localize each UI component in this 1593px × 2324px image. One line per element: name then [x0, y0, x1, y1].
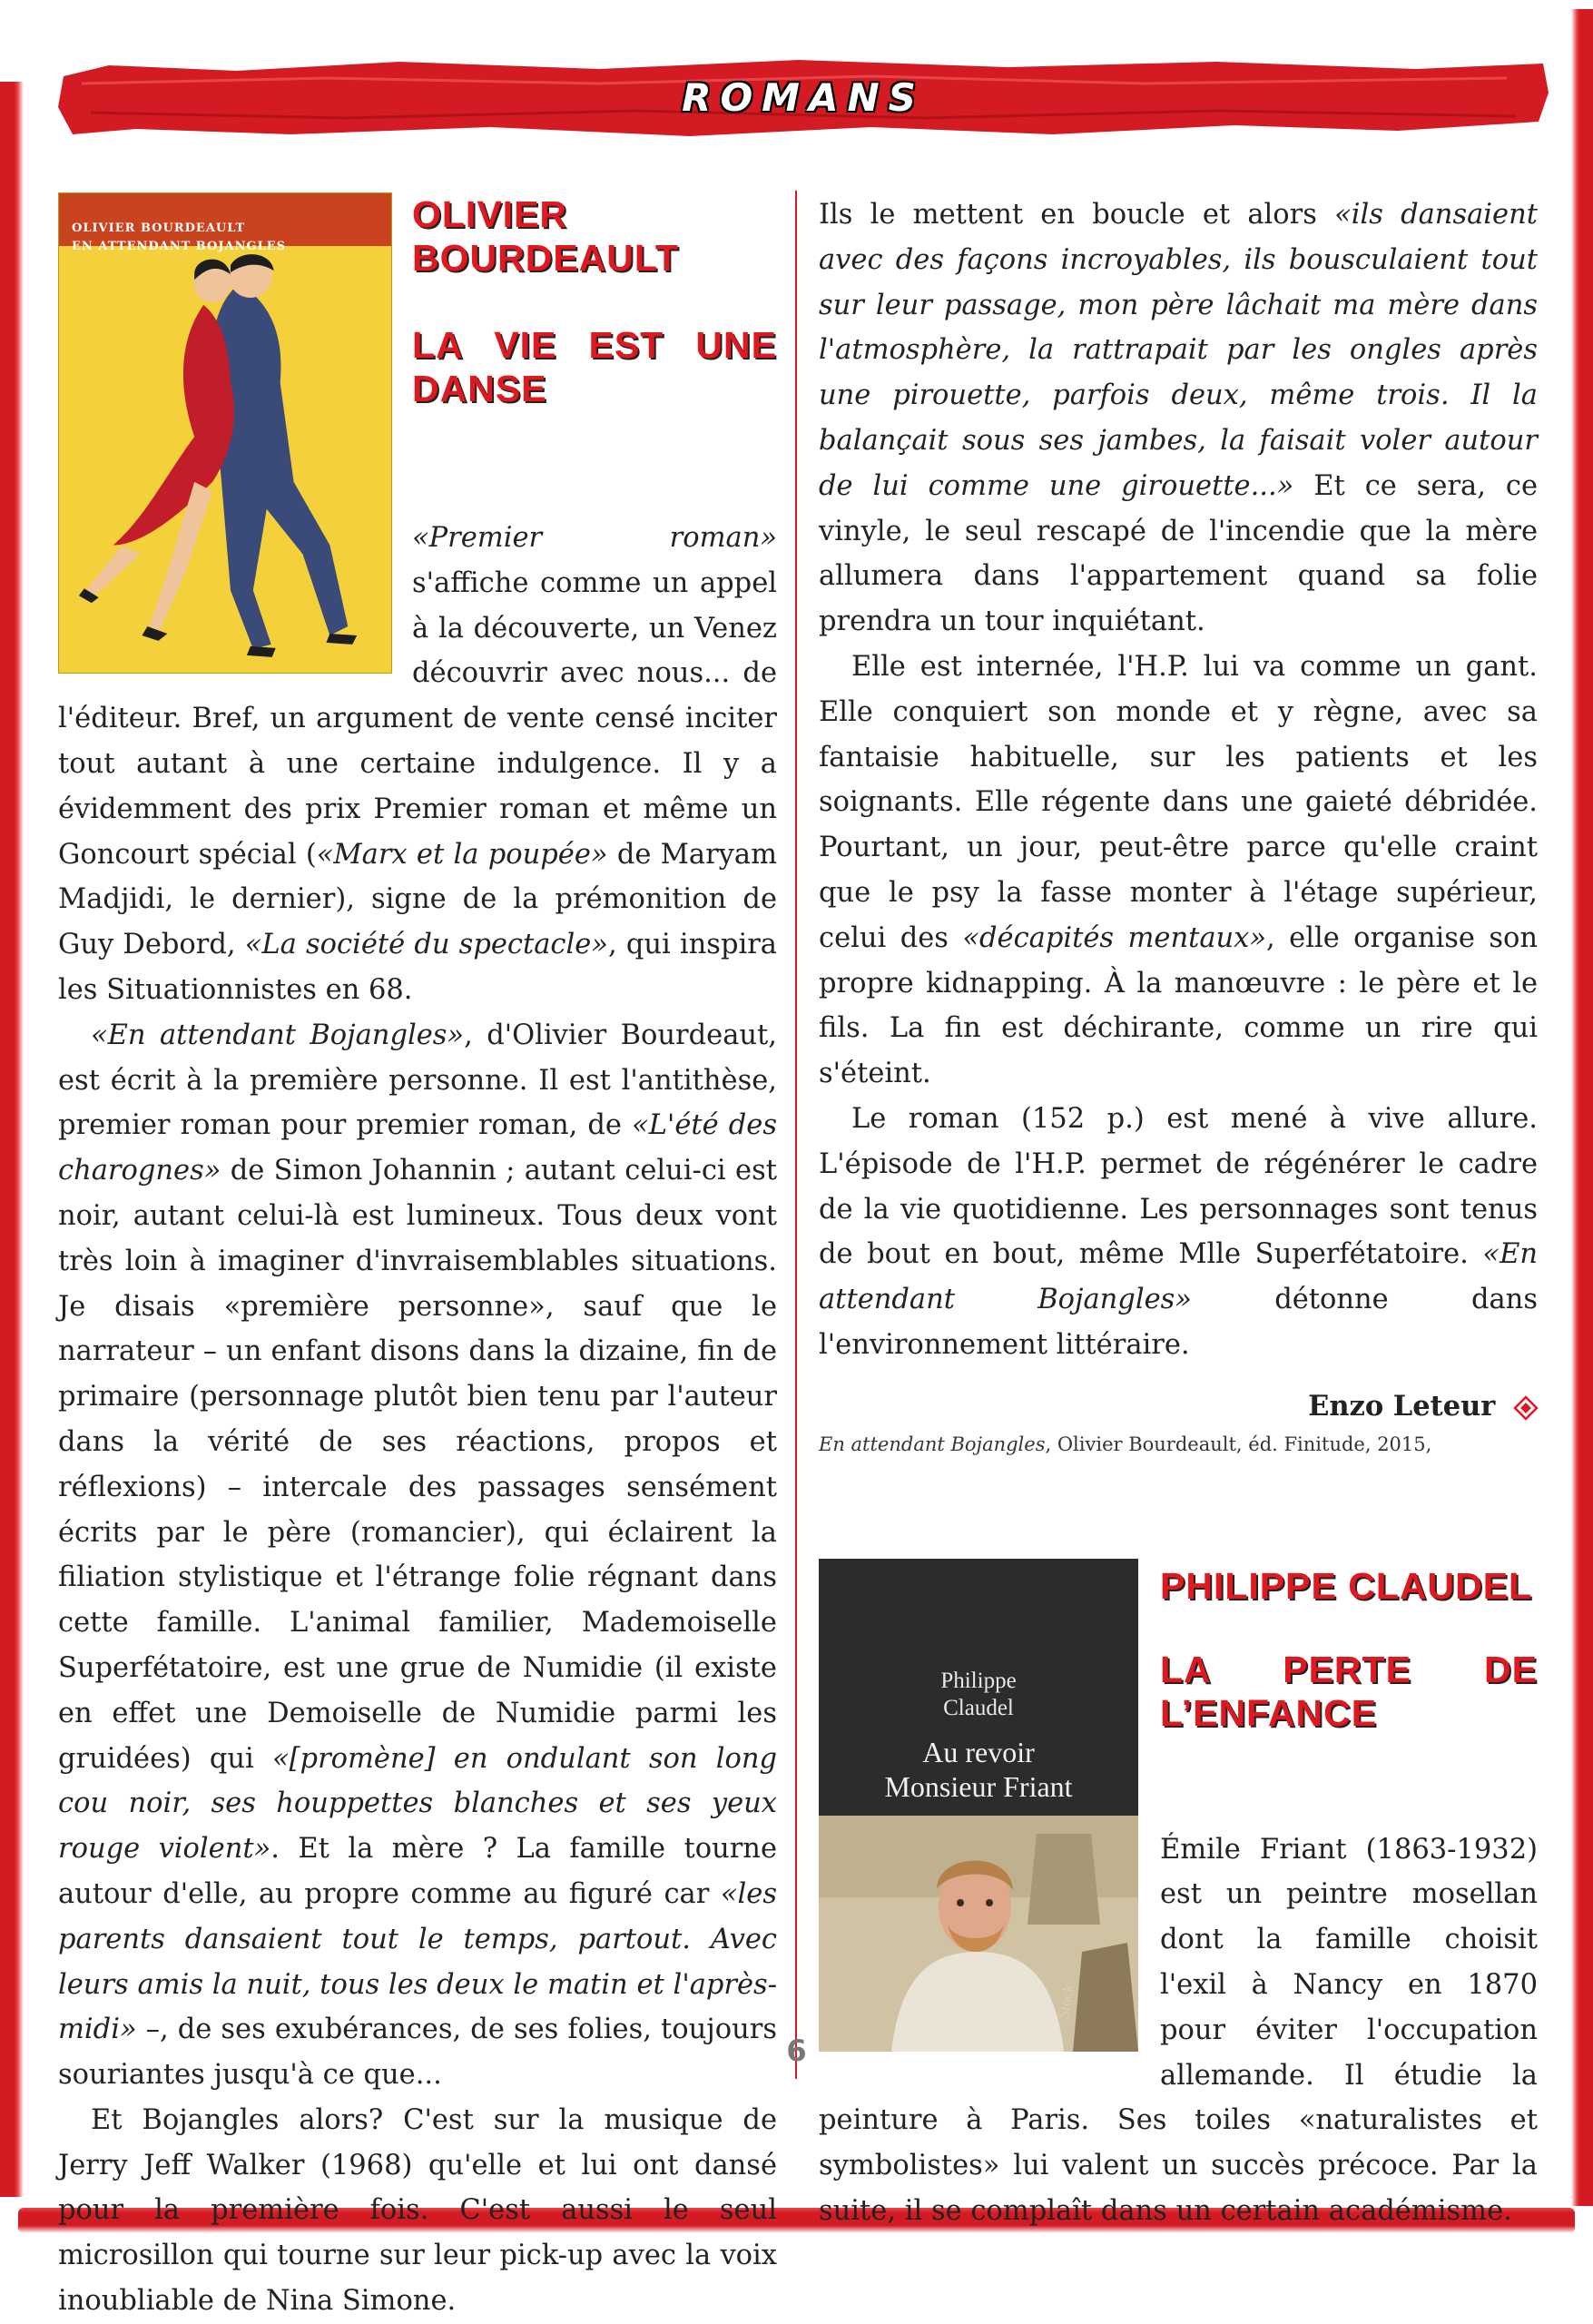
self-portrait-illustration: [819, 1816, 1138, 2052]
quote-run: «Premier roman»: [412, 522, 777, 554]
quote-run: «Marx et la poupée»: [316, 838, 608, 871]
article2-author-heading: PHILIPPE CLAUDEL: [1160, 1564, 1533, 1607]
portrait-painting: [819, 1816, 1138, 2052]
text-run: Et Bojangles alors? C'est sur la musique de Jerry Jeff Walker (1968) qu'elle et lui ont dansé pour la première fois. C'est aussi le seul microsillon qui tourne sur leur pick-up avec la voix inoubliable de Nina Simone.: [58, 2103, 777, 2318]
book-cover-friant: [819, 1559, 1138, 2052]
right-red-border: [1571, 9, 1593, 2206]
text-run: , Olivier Bourdeault, éd. Finitude, 2015,: [1045, 1433, 1432, 1455]
text-run: de Simon Johannin ; autant celui-ci est noir, autant celui-là est lumineux. Tous deux vont très loin à imaginer d'invraisemblables situations. Je disais «première personne», sauf que le narrateur – un enfant disons dans la dizaine, fin de primaire (personnage plutôt bien tenu par l'auteur dans la vérité de ses réactions, propos et réflexions) – intercale des passages sensément écrits par le père (romancier), qui éclairent la filiation stylistique et l'étrange folie régnant dans cette famille. L'animal familier, Mademoiselle Superfétatoire, est une grue de Numidie (il existe en effet une Demoiselle de Numidie parmi les gruidées) qui: [58, 1155, 777, 1775]
article1-author-heading: OLIVIER BOURDEAULT: [412, 193, 679, 279]
quote-run: «les parents dansaient tout le temps, partout. Avec leurs amis la nuit, tous les deux le matin et l'après-midi»: [58, 1877, 777, 2046]
quote-run: «La société du spectacle»: [244, 929, 608, 961]
article1-paragraph-6: [819, 1097, 1538, 1368]
text-run: Et ce sera, ce vinyle, le seul rescapé de l'incendie que la mère allumera dans l'appartement quand sa folie prendra un tour inquiétant.: [819, 469, 1538, 638]
article1-paragraph-5: [819, 645, 1538, 1097]
text-run: , qui inspira les Situationnistes en 68.: [58, 929, 777, 1006]
left-red-border: [0, 82, 24, 2197]
text-run: Émile Friant (1863-1932) est un peintre mosellan dont la famille choisit l'exil à Nancy en 1870 pour éviter l'occupation allemande. Il étudie la peinture à Paris. Ses toiles «naturalistes et symbolistes» lui valent un succès précoce. Par la suite, il se complaît dans un certain académisme.: [819, 1833, 1538, 2227]
text-run: s'affiche comme un appel à la découverte, un Venez découvrir avec nous... de l'éditeur. Bref, un argument de vente censé inciter tout autant à une certaine indulgence. Il y a évidemment des prix Premier roman et même un Goncourt spécial (: [58, 566, 777, 871]
article1-credit-line: [819, 1430, 1538, 1459]
article1-paragraph-2: [58, 1013, 777, 2098]
cover2-author-line1: Philippe: [940, 1668, 1017, 1693]
text-run: Le roman (152 p.) est mené à vive allure. L'épisode de l'H.P. permet de régénérer le cadre de la vie quotidienne. Les personnages sont tenus de bout en bout, même Mlle Superfétatoire.: [819, 1102, 1538, 1271]
left-column: [58, 192, 777, 2324]
quote-run: En attendant Bojangles: [819, 1433, 1046, 1455]
text-run: Ils le mettent en boucle et alors: [819, 199, 1335, 231]
book-cover-bojangles: [58, 192, 392, 674]
article2-headline: LA PERTE DE L’ENFANCE: [1160, 1648, 1538, 1734]
text-run: , d'Olivier Bourdeaut, est écrit à la première personne. Il est l'antithèse, premier roman pour premier roman, de: [58, 1019, 777, 1142]
text-run: –, de ses exubérances, de ses folies, toujours souriantes jusqu'à ce que...: [58, 2014, 777, 2092]
section-title: ROMANS: [682, 74, 925, 120]
cover2-title-line1: Au revoir: [922, 1735, 1035, 1768]
quote-run: «En attendant Bojangles»: [91, 1019, 465, 1051]
text-run: de Maryam Madjidi, le dernier), signe de la prémonition de Guy Debord,: [58, 838, 777, 961]
cover-author: OLIVIER BOURDEAULT: [72, 222, 246, 235]
text-run: . Et la mère ? La famille tourne autour d'elle, au propre comme au figuré car: [58, 1833, 777, 1910]
quote-run: «L'été des charognes»: [58, 1109, 777, 1187]
quote-run: «[promène] en ondulant son long cou noir, ses houppettes blanches et ses yeux rouge violent»: [58, 1742, 777, 1866]
page-number: 6: [786, 2034, 807, 2068]
article1-signature: [819, 1384, 1538, 1430]
quote-run: «En attendant Bojangles»: [819, 1238, 1538, 1316]
cover2-title-line2: Monsieur Friant: [884, 1769, 1073, 1803]
article1-headline: LA VIE EST UNE DANSE: [412, 324, 777, 409]
diamond-end-icon: [1514, 1396, 1538, 1420]
section-spacer: [819, 1459, 1538, 1559]
quote-run: «décapités mentaux»: [962, 921, 1267, 954]
column-divider: [795, 191, 797, 2079]
dancing-couple-illustration: [59, 246, 391, 675]
cover-title: EN ATTENDANT BOJANGLES: [72, 240, 287, 253]
text-run: Elle est internée, l'H.P. lui va comme un gant. Elle conquiert son monde et y règne, avec sa fantaisie habituelle, sur les patients et les soignants. Elle régente dans une gaieté débridée. Pourtant, un jour, peut-être parce qu'elle craint que le psy la fasse monter à l'étage supérieur, celui des: [819, 650, 1538, 954]
cover2-author-line2: Claudel: [943, 1695, 1014, 1720]
text-run: détonne dans l'environnement littéraire.: [819, 1284, 1538, 1361]
quote-run: «ils dansaient avec des façons incroyables, ils bousculaient tout sur leur passage, mon père lâchait ma mère dans l'atmosphère, la rattrapait par les ongles après une pirouette, parfois deux, même trois. Il la balançait sous ses jambes, la faisait voler autour de lui comme une girouette...»: [819, 199, 1538, 502]
text-run: , elle organise son propre kidnapping. À la manœuvre : le père et le fils. La fin est déchirante, comme un rire qui s'éteint.: [819, 921, 1538, 1090]
section-banner: [54, 56, 1552, 138]
cover2-publisher: Stock: [1054, 1982, 1077, 2021]
article1-paragraph-4: [819, 192, 1538, 645]
right-column: [819, 192, 1538, 2234]
cover2-author: [819, 1668, 1138, 1722]
cover2-title: [819, 1735, 1138, 1804]
article1-paragraph-3: [58, 2098, 777, 2324]
signature-name: Enzo Leteur: [1308, 1389, 1496, 1423]
